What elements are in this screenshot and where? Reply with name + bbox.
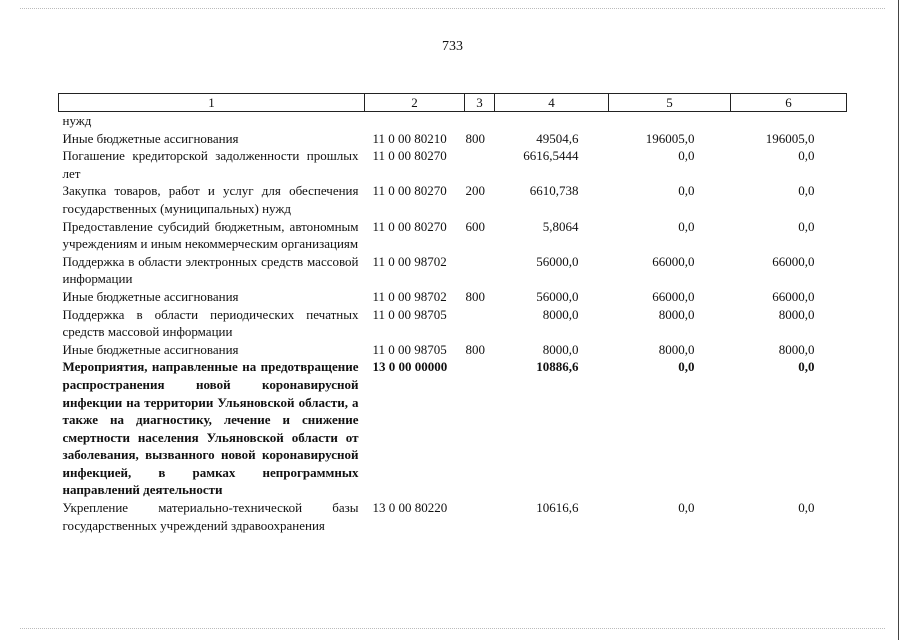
- row-amount-col4: 8000,0: [542, 306, 579, 322]
- column-header-3: 3: [465, 94, 495, 112]
- row-amount-col4: 5,8064: [542, 218, 579, 234]
- row-amount-col5: 66000,0: [652, 288, 695, 304]
- row-amount-col5: 8000,0: [658, 341, 695, 357]
- row-expense-type: [465, 499, 495, 534]
- table-row: [59, 499, 847, 534]
- row-amount-col6: [731, 112, 847, 130]
- row-amount-col4: [495, 112, 609, 130]
- row-code: 13 0 00 80220: [372, 500, 448, 516]
- row-amount-col6: 0,0: [798, 500, 815, 516]
- row-amount-col5: 0,0: [678, 183, 695, 199]
- row-amount-col4: 10616,6: [536, 500, 579, 516]
- row-amount-col6: 66000,0: [772, 253, 815, 269]
- row-amount-col5: 0,0: [678, 148, 695, 164]
- row-amount-col5: 0,0: [678, 500, 695, 516]
- column-header-6: 6: [731, 94, 847, 112]
- row-amount-col4: 10886,6: [536, 359, 579, 375]
- row-amount-col4: 6610,738: [529, 183, 579, 199]
- row-expense-type: [465, 358, 495, 499]
- table-row: [59, 306, 847, 341]
- row-expense-type: 200: [465, 183, 485, 199]
- row-amount-col6: 196005,0: [765, 130, 815, 146]
- row-amount-col4: 6616,5444: [523, 148, 579, 164]
- row-code: 11 0 00 98702: [372, 288, 447, 304]
- row-code: 11 0 00 98702: [372, 253, 447, 269]
- row-expense-type: 800: [465, 341, 485, 357]
- row-amount-col4: 49504,6: [536, 130, 579, 146]
- row-expense-type: 800: [465, 130, 485, 146]
- row-name: Погашение кредиторской задолженности прошлых лет: [62, 148, 359, 181]
- budget-table: [58, 93, 847, 534]
- row-amount-col6: 66000,0: [772, 288, 815, 304]
- scan-edge-right: [898, 0, 899, 640]
- table-row: [59, 341, 847, 359]
- row-amount-col6: 0,0: [798, 359, 815, 375]
- table-row: [59, 130, 847, 148]
- row-name: нужд: [62, 113, 92, 128]
- row-amount-col6: 0,0: [798, 148, 815, 164]
- row-expense-type: [465, 253, 495, 288]
- row-amount-col6: 8000,0: [778, 341, 815, 357]
- row-name: Иные бюджетные ассигнования: [62, 288, 239, 304]
- row-name: Закупка товаров, работ и услуг для обеспечения государственных (муниципальных) нужд: [62, 183, 359, 216]
- row-amount-col6: 8000,0: [778, 306, 815, 322]
- table-row: [59, 358, 847, 499]
- row-amount-col5: 0,0: [678, 218, 695, 234]
- row-code: 11 0 00 80270: [372, 218, 447, 234]
- row-name: Мероприятия, направленные на предотвращение распространения новой коронавирусной инфекции на территории Ульяновской области, а также на диагностику, лечение и снижение смертности населения Ульяновской области от заболевания, вызванного новой коронавирусной инфекцией, в рамках непрограммных направлений деятельности: [62, 359, 359, 498]
- table-row: [59, 218, 847, 253]
- column-header-4: 4: [495, 94, 609, 112]
- row-amount-col4: 56000,0: [536, 253, 579, 269]
- row-code: 13 0 00 00000: [372, 359, 448, 375]
- row-code: 11 0 00 80270: [372, 183, 447, 199]
- column-number-row: [59, 94, 847, 112]
- row-amount-col6: 0,0: [798, 218, 815, 234]
- column-header-2: 2: [365, 94, 465, 112]
- row-amount-col5: 196005,0: [645, 130, 695, 146]
- row-amount-col5: 0,0: [678, 359, 695, 375]
- table-row: [59, 112, 847, 130]
- row-code: 11 0 00 98705: [372, 341, 447, 357]
- row-code: 11 0 00 98705: [372, 306, 447, 322]
- row-code: [365, 112, 465, 130]
- row-expense-type: [465, 112, 495, 130]
- table-row: [59, 147, 847, 182]
- row-amount-col4: 56000,0: [536, 288, 579, 304]
- table-row: [59, 182, 847, 217]
- row-name: Иные бюджетные ассигнования: [62, 341, 239, 357]
- page-number: 733: [442, 39, 463, 54]
- row-amount-col5: 8000,0: [658, 306, 695, 322]
- row-expense-type: [465, 306, 495, 341]
- row-amount-col6: 0,0: [798, 183, 815, 199]
- row-expense-type: 600: [465, 218, 485, 234]
- scan-edge-top: [20, 8, 885, 9]
- row-name: Поддержка в области периодических печатных средств массовой информации: [62, 306, 359, 340]
- row-code: 11 0 00 80270: [372, 148, 447, 164]
- row-amount-col4: 8000,0: [542, 341, 579, 357]
- table-row: [59, 288, 847, 306]
- row-code: 11 0 00 80210: [372, 130, 447, 146]
- row-expense-type: 800: [465, 288, 485, 304]
- row-name: Укрепление материально-технической базы государственных учреждений здравоохранения: [62, 500, 359, 533]
- table-row: [59, 253, 847, 288]
- row-amount-col5: 66000,0: [652, 253, 695, 269]
- row-name: Предоставление субсидий бюджетным, автономным учреждениям и иным некоммерческим организациям: [62, 218, 359, 252]
- row-name: Иные бюджетные ассигнования: [62, 130, 239, 146]
- row-expense-type: [465, 147, 495, 182]
- column-header-5: 5: [609, 94, 731, 112]
- row-name: Поддержка в области электронных средств массовой информации: [62, 253, 359, 287]
- scan-edge-bottom: [20, 628, 885, 629]
- column-header-1: 1: [59, 94, 365, 112]
- row-amount-col5: [609, 112, 731, 130]
